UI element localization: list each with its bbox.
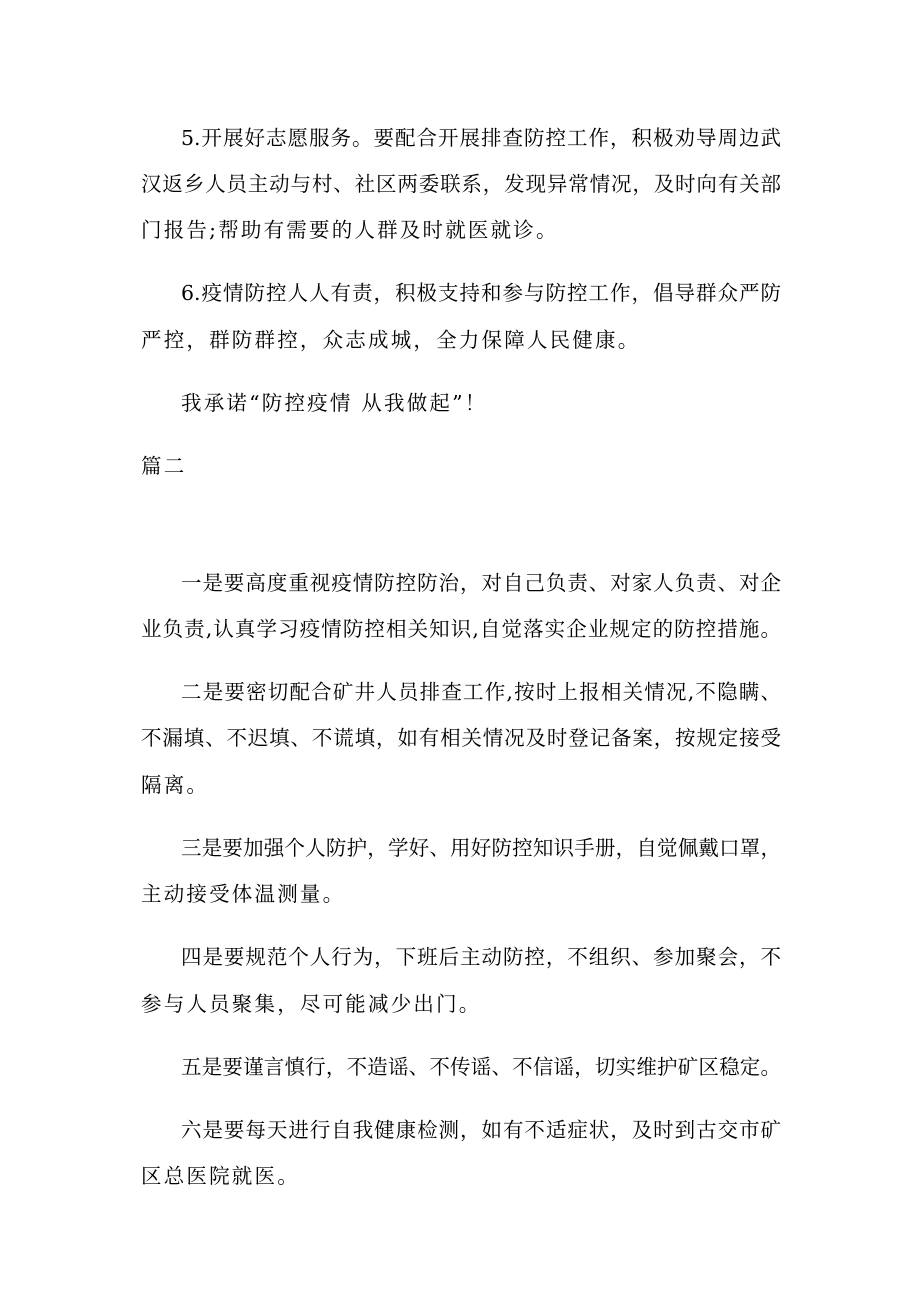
point-2-line-3: 隔离。	[141, 773, 210, 797]
point-1-line-1: 一是要高度重视疫情防控防治，对自己负责、对家人负责、对企	[181, 571, 781, 595]
point-5-line-1: 五是要谨言慎行，不造谣、不传谣、不信谣，切实维护矿区稳定。	[181, 1055, 781, 1079]
pledge-line: 我承诺“防控疫情 从我做起”！	[181, 391, 488, 415]
point-4-line-1: 四是要规范个人行为，下班后主动防控，不组织、参加聚会，不	[181, 945, 781, 969]
point-3-line-2: 主动接受体温测量。	[141, 882, 346, 906]
point-2-line-2: 不漏填、不迟填、不谎填，如有相关情况及时登记备案，按规定接受	[141, 726, 781, 750]
paragraph-5-line-3: 门报告;帮助有需要的人群及时就医就诊。	[141, 218, 559, 242]
paragraph-5-line-1: 5.开展好志愿服务。要配合开展排查防控工作，积极劝导周边武	[181, 126, 781, 150]
point-4-line-2: 参与人员聚集，尽可能减少出门。	[141, 992, 482, 1016]
point-2-line-1: 二是要密切配合矿井人员排查工作,按时上报相关情况,不隐瞒、	[181, 680, 781, 704]
paragraph-6-line-1: 6.疫情防控人人有责，积极支持和参与防控工作，倡导群众严防	[181, 281, 781, 305]
point-6-line-2: 区总医院就医。	[141, 1164, 300, 1188]
point-6-line-1: 六是要每天进行自我健康检测，如有不适症状，及时到古交市矿	[181, 1118, 781, 1142]
paragraph-5-line-2: 汉返乡人员主动与村、社区两委联系，发现异常情况，及时向有关部	[141, 172, 781, 196]
paragraph-6-line-2: 严控，群防群控，众志成城，全力保障人民健康。	[141, 328, 641, 352]
section-heading: 篇二	[141, 454, 187, 478]
point-1-line-2: 业负责,认真学习疫情防控相关知识,自觉落实企业规定的防控措施。	[141, 617, 781, 641]
point-3-line-1: 三是要加强个人防护，学好、用好防控知识手册，自觉佩戴口罩，	[181, 836, 781, 860]
